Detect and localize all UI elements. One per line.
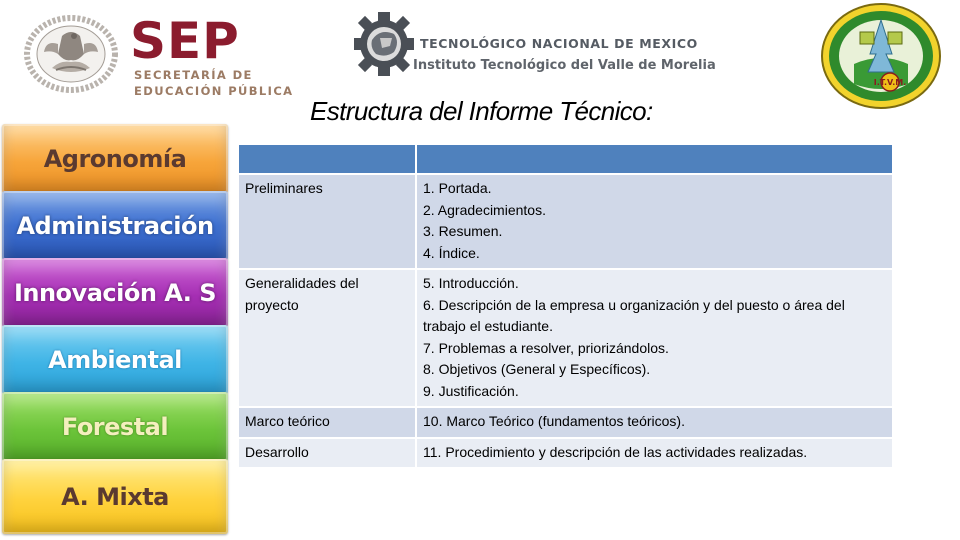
table-header-cell <box>416 144 893 174</box>
sep-logo-line2: EDUCACIÓN PÚBLICA <box>134 84 294 98</box>
item-text: 3. Resumen. <box>423 223 503 239</box>
table-row <box>238 438 893 469</box>
specialty-label: Innovación A. S <box>13 278 217 307</box>
item-text: 8. Objetivos (General y Específicos). <box>423 361 651 377</box>
specialty-agronomia <box>2 124 228 193</box>
item-text: 2. Agradecimientos. <box>423 201 546 218</box>
item-text: 6. Descripción de la empresa u organización y del puesto o área del trabajo el estudiante. <box>423 296 845 334</box>
item-text: 1. Portada. <box>423 180 492 196</box>
item-text: 5. Introducción. <box>423 275 519 291</box>
specialty-label: Agronomía <box>43 144 187 173</box>
specialty-administracion <box>2 191 228 260</box>
items-cell <box>416 438 893 469</box>
specialty-a-mixta <box>2 459 228 534</box>
table-row <box>238 174 893 269</box>
table-row <box>238 269 893 407</box>
sep-logo-word: SEP <box>130 12 240 70</box>
section-cell: Marco teórico <box>238 407 416 438</box>
section-cell: Preliminares <box>238 174 416 269</box>
specialty-label: Ambiental <box>48 345 182 374</box>
specialty-innovacion <box>2 258 228 327</box>
table-header-cell <box>238 144 416 174</box>
itvm-seal-logo <box>820 2 942 110</box>
itvm-seal-text: I.T.V.M. <box>873 78 907 87</box>
section-cell: Generalidades del proyecto <box>238 269 416 407</box>
table-header-row <box>238 144 893 174</box>
mexico-coat-of-arms-logo <box>22 14 120 94</box>
items-cell <box>416 269 893 407</box>
report-structure-table <box>237 143 894 469</box>
itvm-name: Instituto Tecnológico del Valle de Morelia <box>413 58 716 73</box>
page-title: Estructura del Informe Técnico: <box>310 96 653 126</box>
tecnm-gear-logo <box>354 12 414 76</box>
item-text: 10. Marco Teórico (fundamentos teóricos). <box>423 413 685 429</box>
item-text: 7. Problemas a resolver, priorizándolos. <box>423 339 669 356</box>
item-text: 9. Justificación. <box>423 382 519 399</box>
item-text: 4. Índice. <box>423 244 480 261</box>
tecnm-title: TECNOLÓGICO NACIONAL DE MEXICO <box>420 36 698 51</box>
specialty-label: A. Mixta <box>61 482 169 511</box>
specialty-label: Forestal <box>61 412 169 441</box>
section-cell: Desarrollo <box>238 438 416 469</box>
specialty-forestal <box>2 392 228 461</box>
sep-logo <box>130 12 310 98</box>
specialty-ambiental <box>2 325 228 394</box>
specialty-label: Administración <box>16 211 214 240</box>
items-cell <box>416 174 893 269</box>
table-row <box>238 407 893 438</box>
specialty-bars <box>2 124 228 534</box>
sep-logo-line1: SECRETARÍA DE <box>134 68 253 82</box>
items-cell <box>416 407 893 438</box>
item-text: 11. Procedimiento y descripción de las actividades realizadas. <box>423 443 808 460</box>
header-logos <box>0 0 960 110</box>
